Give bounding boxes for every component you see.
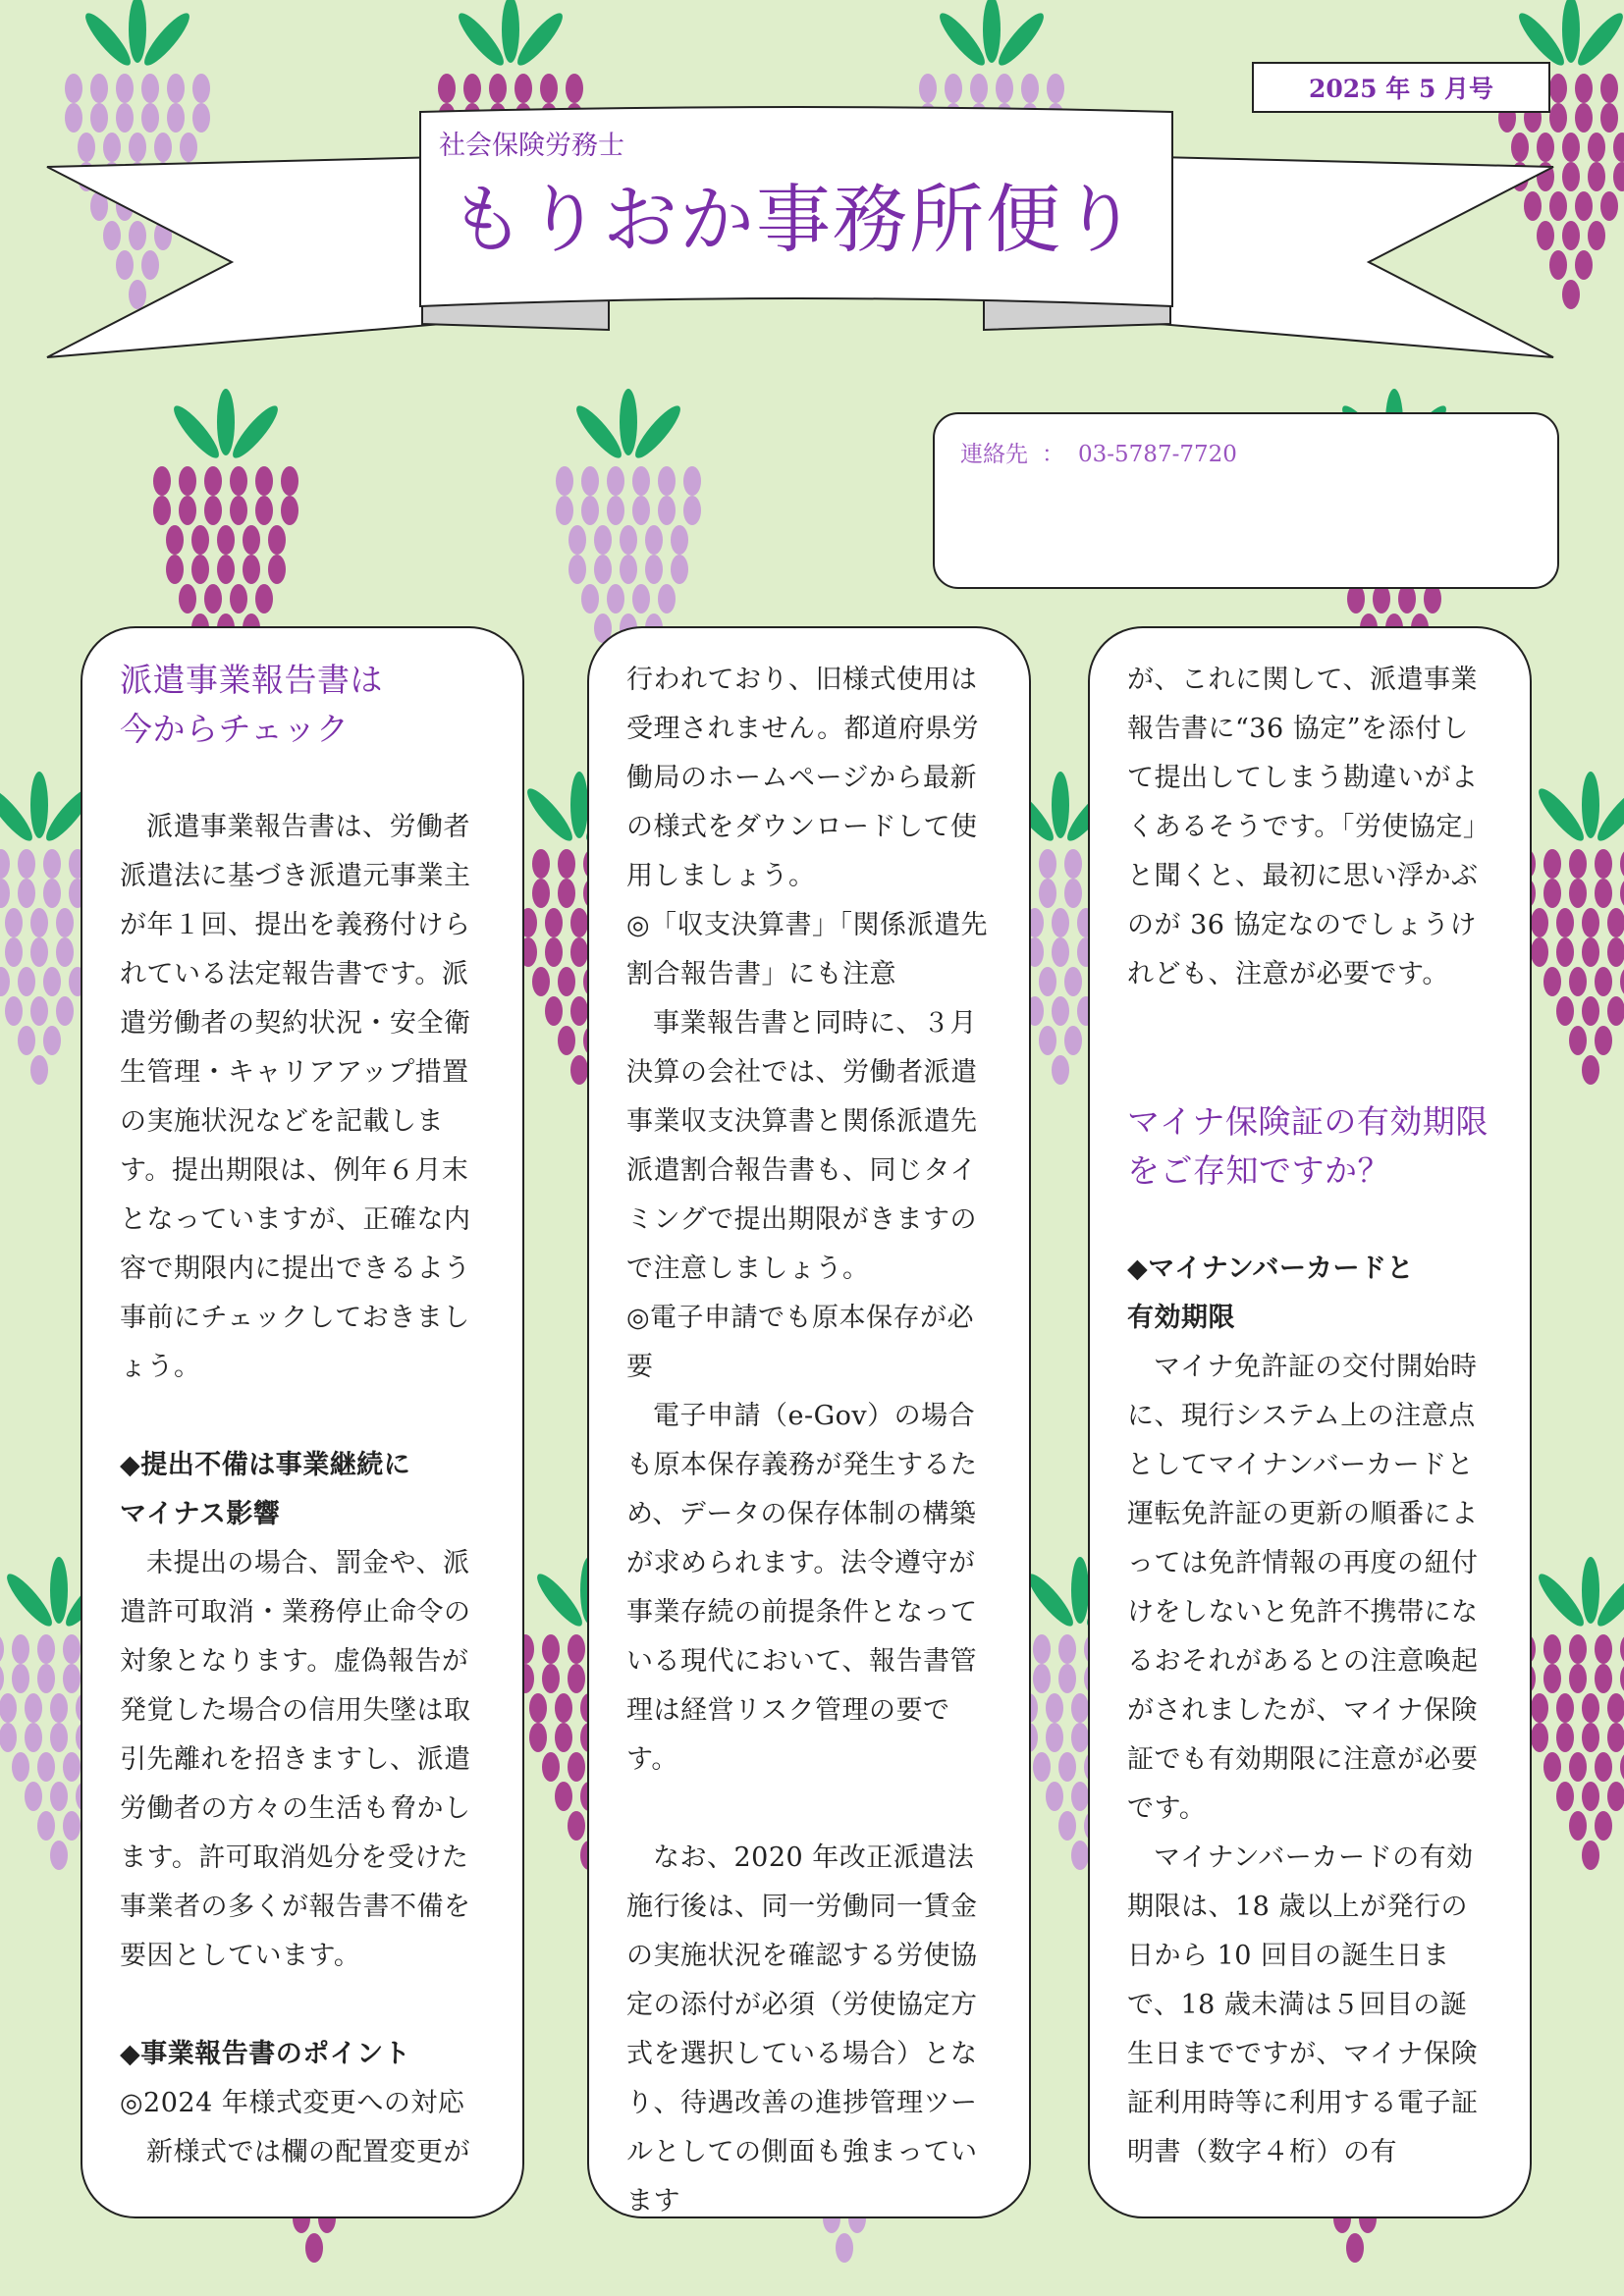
subheading: ◆事業報告書のポイント (120, 2039, 411, 2069)
article-heading-line2: 今からチェック (120, 710, 350, 748)
subheading-line1: ◆マイナンバーカードと (1127, 1254, 1414, 1284)
bullet-item: ◎2024 年様式変更への対応 (120, 2088, 465, 2118)
subheading-line1: ◆提出不備は事業継続に (120, 1450, 411, 1480)
paragraph: なお、2020 年改正派遣法施行後は、同一労働同一賃金の実施状況を確認する労使協定の添付が必須（労使協定方式を選択している場合）となり、待遇改善の進捗管理ツールとしての側面も強まっています (626, 1842, 978, 2216)
paragraph: 行われており、旧様式使用は受理されません。都道府県労働局のホームページから最新の様式をダウンロードして使用しましょう。 (626, 665, 980, 891)
article-heading-line1: マイナ保険証の有効期限 (1127, 1102, 1489, 1141)
paragraph: 未提出の場合、罰金や、派遣許可取消・業務停止命令の対象となります。虚偽報告が発覚した場合の信用失墜は取引先離れを招きますし、派遣労働者の方々の生活も脅かします。許可取消処分を受けた事業者の多くが報告書不備を要因としています。 (120, 1548, 471, 1971)
paragraph: が、これに関して、派遣事業報告書に“36 協定”を添付して提出してしまう勘違いがよくあるそうです。「労使協定」と聞くと、最初に思い浮かぶのが 36 協定なのでしょうけれども、注意が必要です。 (1127, 665, 1490, 989)
newsletter-title: もりおか事務所便り (450, 176, 1139, 263)
subheading-line2: 有効期限 (1127, 1303, 1235, 1333)
paragraph: 派遣事業報告書は、労働者派遣法に基づき派遣元事業主が年１回、提出を義務付けられている法定報告書です。派遣労働者の契約状況・安全衛生管理・キャリアアップ措置の実施状況などを記載します。提出期限は、例年６月末となっていますが、正確な内容で期限内に提出できるよう事前にチェックしておきましょう。 (120, 812, 471, 1382)
article-column-3 (1088, 626, 1532, 2218)
bullet-item: ◎「収支決算書」「関係派遣先割合報告書」にも注意 (626, 910, 989, 989)
contact-separator: ： (1042, 442, 1064, 467)
article-heading-line1: 派遣事業報告書は (120, 661, 383, 699)
paragraph: 電子申請（e-Gov）の場合も原本保存義務が発生するため、データの保存体制の構築が求められます。法令遵守が事業存続の前提条件となっている現代において、報告書管理は経営リスク管理の要です。 (626, 1401, 978, 1775)
article-column-2 (587, 626, 1031, 2218)
banner-subtitle: 社会保険労務士 (439, 131, 624, 161)
subheading-line2: マイナス影響 (120, 1499, 281, 1529)
paragraph: 新様式では欄の配置変更が (146, 2137, 470, 2167)
paragraph: 事業報告書と同時に、３月決算の会社では、労働者派遣事業収支決算書と関係派遣先派遣割合報告書も、同じタイミングで提出期限がきますので注意しましょう。 (626, 1008, 978, 1284)
article-column-1 (81, 626, 524, 2218)
paragraph: マイナ免許証の交付開始時に、現行システム上の注意点としてマイナンバーカードと運転免許証の更新の順番によっては免許情報の再度の紐付けをしないと免許不携帯になるおそれがあるとの注意喚起がされましたが、マイナ保険証でも有効期限に注意が必要です。 (1127, 1352, 1479, 1824)
paragraph: マイナンバーカードの有効期限は、18 歳以上が発行の日から 10 回目の誕生日まで、18 歳未満は５回目の誕生日までですが、マイナ保険証利用時等に利用する電子証明書（数字４桁）の有 (1127, 1842, 1479, 2167)
bullet-item: ◎電子申請でも原本保存が必要 (626, 1303, 975, 1382)
issue-date-box (1252, 62, 1550, 113)
contact-phone: 03-5787-7720 (1078, 442, 1237, 467)
issue-date: 2025 年 5 月号 (1308, 75, 1494, 103)
article-heading-line2: をご存知ですか？ (1127, 1151, 1390, 1190)
contact-box (933, 412, 1559, 589)
contact-label: 連絡先 (960, 442, 1028, 467)
